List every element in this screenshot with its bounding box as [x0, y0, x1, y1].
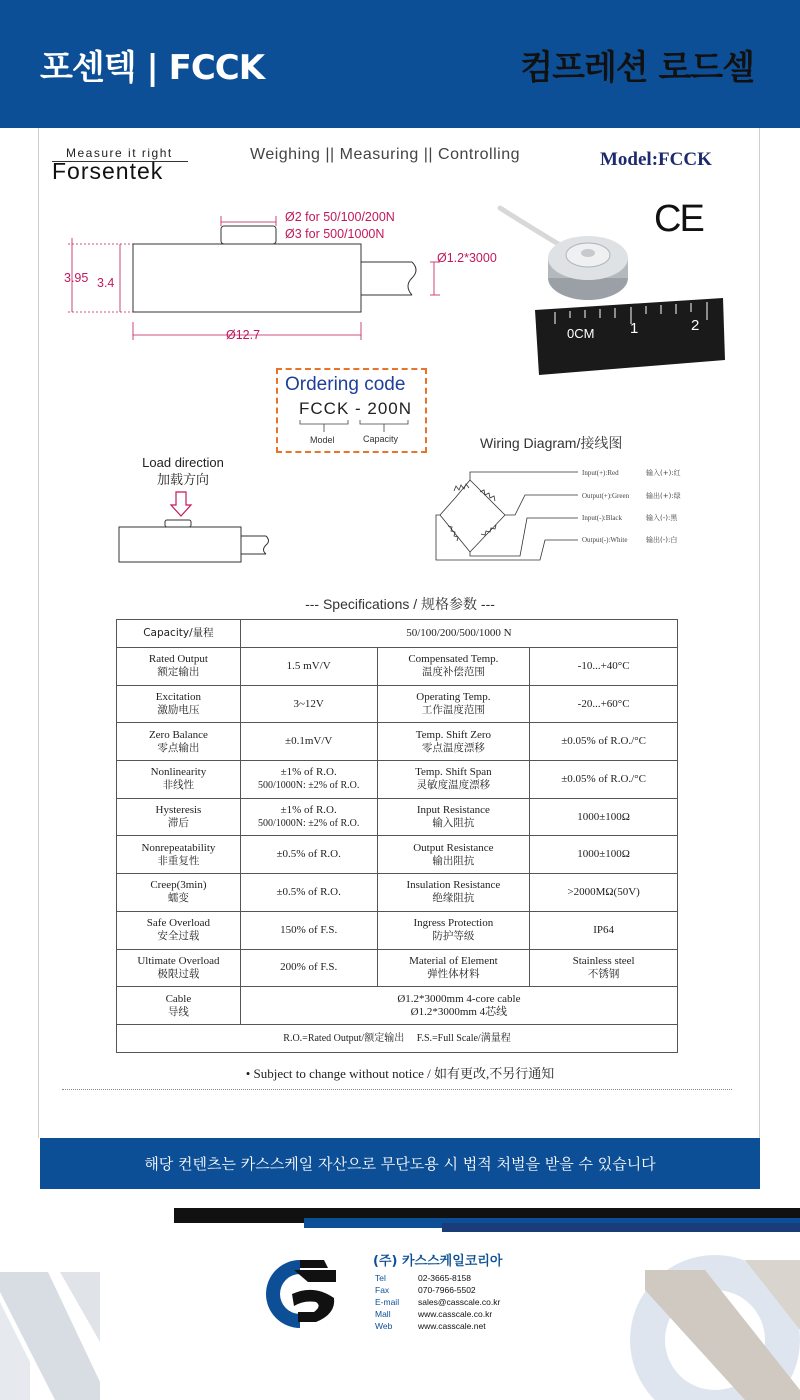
capacity-value: 50/100/200/500/1000 N	[240, 620, 677, 648]
spec-label-cell	[117, 761, 241, 799]
model-title: Model:FCCK	[600, 149, 712, 170]
cable-label-cell	[117, 987, 241, 1025]
spec-label-en: Nonlinearity	[150, 766, 207, 779]
wire-output-pos-en: Output(+):Green	[582, 492, 630, 500]
contact-email-value[interactable]: sales@casscale.co.kr	[418, 1297, 501, 1307]
spec-label-cell	[377, 911, 530, 949]
contact-web-label: Web	[375, 1321, 393, 1331]
wire-input-pos-cn: 输入(+):红	[646, 469, 681, 477]
cable-label-cn: 导线	[167, 1005, 189, 1018]
spec-label-cn: 工作温度范围	[421, 704, 485, 717]
spec-label-cn: 防护等级	[432, 930, 475, 943]
cable-value-cn: Ø1.2*3000mm 4芯线	[410, 1005, 508, 1018]
spec-value-cell	[240, 911, 377, 949]
spec-label-cell	[377, 761, 530, 799]
spec-value: ±0.5% of R.O.	[276, 848, 341, 861]
spec-label-cell	[117, 911, 241, 949]
ruler-2-label: 2	[691, 317, 700, 334]
spec-label-cell	[377, 836, 530, 874]
footer-stripe-blue-dark	[442, 1223, 800, 1232]
contact-mall-label: Mall	[375, 1309, 391, 1319]
contact-tel-label: Tel	[375, 1273, 386, 1283]
spec-value-cell	[530, 723, 678, 761]
spec-label-cell	[117, 836, 241, 874]
spec-value-cell	[240, 648, 377, 686]
table-row	[117, 1024, 678, 1052]
spec-value-note: 500/1000N: ±2% of R.O.	[258, 780, 360, 792]
wire-output-neg-cn: 输出(-):白	[646, 536, 678, 544]
contact-fax-label: Fax	[375, 1285, 390, 1295]
spec-label-cn: 额定输出	[157, 666, 200, 679]
wire-output-pos-cn: 输出(+):绿	[646, 492, 681, 500]
spec-value: ±0.1mV/V	[285, 735, 333, 748]
spec-value-cell	[530, 911, 678, 949]
ordering-model-label: Model	[310, 435, 335, 445]
dim-pin-alt-label: Ø3 for 500/1000N	[285, 227, 385, 241]
ordering-code-title: Ordering code	[285, 374, 406, 395]
spec-value: 3~12V	[293, 697, 324, 710]
table-row	[117, 620, 678, 648]
table-row	[117, 836, 678, 874]
spec-label-cn: 激励电压	[157, 704, 200, 717]
spec-label-cn: 非重复性	[157, 854, 200, 867]
table-row	[117, 761, 678, 799]
logo-tagline: Measure it right	[66, 146, 173, 160]
spec-label-en: Output Resistance	[413, 841, 494, 854]
right-watermark-decoration	[625, 1240, 800, 1400]
spec-label-cell	[117, 648, 241, 686]
spec-value-cell	[240, 874, 377, 912]
contact-fax-value: 070-7966-5502	[418, 1285, 476, 1295]
brand-title: 포센텍 | FCCK	[40, 48, 265, 88]
spec-value: ±0.5% of R.O.	[276, 885, 341, 898]
spec-label-en: Rated Output	[148, 653, 208, 666]
contact-mall-value[interactable]: www.casscale.co.kr	[418, 1309, 493, 1319]
cas-logo-icon	[264, 1258, 344, 1332]
spec-label-cell	[117, 949, 241, 987]
copyright-text: 해당 컨텐츠는 카스스케일 자산으로 무단도용 시 법적 처벌을 받을 수 있습니다	[144, 1155, 656, 1173]
spec-label-cn: 温度补偿范围	[421, 666, 485, 679]
capacity-label-cell	[117, 620, 241, 648]
spec-value-cell	[240, 723, 377, 761]
spec-label-cell	[117, 723, 241, 761]
spec-footnote: R.O.=Rated Output/额定输出 F.S.=Full Scale/满量程	[117, 1024, 678, 1052]
change-notice: • Subject to change without notice / 如有更改,不另行通知	[245, 1066, 555, 1081]
wire-input-pos-en: Input(+):Red	[582, 469, 619, 477]
spec-value-cell	[530, 949, 678, 987]
spec-label-cn: 安全过载	[157, 930, 200, 943]
dim-height-body-label: 3.4	[97, 276, 115, 290]
ruler-zero-label: 0CM	[567, 326, 595, 341]
wiring-diagram	[0, 0, 580, 580]
table-row	[117, 911, 678, 949]
spec-label-cell	[377, 723, 530, 761]
forsentek-logo: Forsentek	[52, 158, 164, 184]
spec-value-cell	[240, 685, 377, 723]
spec-value-cell	[530, 685, 678, 723]
cable-label-en: Cable	[165, 992, 192, 1005]
cable-value-en: Ø1.2*3000mm 4-core cable	[397, 992, 521, 1005]
spec-label-en: Insulation Resistance	[406, 879, 501, 892]
spec-label-en: Excitation	[155, 691, 202, 704]
spec-value: 1000±100Ω	[577, 810, 630, 823]
spec-label-en: Zero Balance	[148, 728, 208, 741]
table-row	[117, 987, 678, 1025]
company-name: (주) 카스스케일코리아	[373, 1254, 503, 1269]
spec-value: 150% of F.S.	[280, 923, 338, 936]
spec-table	[116, 619, 678, 1053]
cable-value-cell	[240, 987, 677, 1025]
spec-value-cell	[530, 874, 678, 912]
dim-pin-label: Ø2 for 50/100/200N	[285, 210, 395, 224]
load-direction-en: Load direction	[142, 455, 224, 470]
left-watermark-decoration	[0, 1262, 110, 1400]
spec-value: 1000±100Ω	[577, 848, 630, 861]
contact-web-value[interactable]: www.casscale.net	[418, 1321, 486, 1331]
ce-mark-icon: CE	[654, 198, 703, 240]
dotted-divider	[62, 1089, 732, 1090]
dim-height-total-label: 3.95	[64, 271, 89, 285]
spec-label-en: Creep(3min)	[150, 879, 207, 892]
spec-label-en: Safe Overload	[146, 917, 211, 930]
ruler-1-label: 1	[630, 320, 639, 337]
dim-cable-label: Ø1.2*3000	[437, 251, 497, 265]
spec-value-cell	[530, 648, 678, 686]
spec-label-cn: 非线性	[162, 779, 195, 792]
spec-value: 200% of F.S.	[280, 961, 338, 974]
wiring-title: Wiring Diagram/接线图	[480, 435, 623, 451]
spec-value-cell	[530, 836, 678, 874]
ordering-code-value: FCCK - 200N	[299, 399, 413, 418]
spec-label-cn: 输入阻抗	[432, 817, 475, 830]
spec-label-cn: 弹性体材料	[427, 967, 480, 980]
spec-label-en: Input Resistance	[416, 804, 490, 817]
spec-value-cell	[530, 761, 678, 799]
spec-label-cell	[377, 685, 530, 723]
specifications-title: --- Specifications / 规格参数 ---	[305, 596, 495, 612]
spec-label-cell	[377, 648, 530, 686]
spec-value: Stainless steel	[572, 954, 635, 967]
load-direction-cn: 加载方向	[156, 472, 209, 487]
spec-value: ±1% of R.O.	[280, 766, 337, 779]
spec-label-cn: 零点输出	[157, 741, 200, 754]
wire-output-neg-en: Output(-):White	[582, 536, 628, 544]
spec-label-cn: 灵敏度温度漂移	[416, 779, 491, 792]
spec-label-en: Temp. Shift Zero	[415, 728, 492, 741]
table-row	[117, 949, 678, 987]
spec-label-cn: 输出阻抗	[432, 854, 475, 867]
spec-label-en: Compensated Temp.	[408, 653, 499, 666]
spec-value-cell	[240, 949, 377, 987]
spec-value-cell	[530, 798, 678, 836]
wire-input-neg-cn: 输入(-):黑	[646, 514, 678, 522]
spec-label-en: Nonrepeatability	[141, 841, 216, 854]
spec-label-en: Ultimate Overload	[137, 954, 220, 967]
spec-label-cell	[377, 949, 530, 987]
spec-label-cell	[377, 798, 530, 836]
spec-label-cn: 绝缘阻抗	[432, 892, 475, 905]
spec-label-cell	[377, 874, 530, 912]
spec-value: -20...+60°C	[577, 697, 630, 710]
table-row	[117, 874, 678, 912]
spec-label-cell	[117, 685, 241, 723]
spec-value: ±1% of R.O.	[280, 804, 337, 817]
spec-value-note: 500/1000N: ±2% of R.O.	[258, 818, 360, 830]
spec-value: IP64	[593, 923, 614, 936]
spec-label-cell	[117, 874, 241, 912]
spec-label-en: Ingress Protection	[413, 917, 494, 930]
spec-label-cn: 滞后	[167, 817, 189, 830]
ordering-capacity-label: Capacity	[363, 434, 399, 444]
spec-label-en: Temp. Shift Span	[415, 766, 492, 779]
spec-value: -10...+40°C	[577, 659, 630, 672]
contact-tel-value: 02-3665-8158	[418, 1273, 471, 1283]
dim-diameter-label: Ø12.7	[226, 328, 261, 342]
spec-value: ±0.05% of R.O./°C	[561, 772, 646, 785]
wire-input-neg-en: Input(-):Black	[582, 514, 623, 522]
spec-label-cell	[117, 798, 241, 836]
table-row	[117, 723, 678, 761]
capacity-label: Capacity/量程	[143, 627, 214, 639]
spec-label-cn: 零点温度漂移	[421, 741, 485, 754]
contact-email-label: E-mail	[375, 1297, 400, 1307]
spec-value-cell	[240, 798, 377, 836]
spec-value: 1.5 mV/V	[286, 659, 331, 672]
spec-value: >2000MΩ(50V)	[567, 885, 640, 898]
table-row	[117, 798, 678, 836]
spec-value-cell	[240, 836, 377, 874]
product-category: 컴프레션 로드셀	[520, 48, 754, 88]
spec-value-cn: 不锈钢	[587, 967, 620, 980]
spec-value: ±0.05% of R.O./°C	[561, 735, 646, 748]
table-row	[117, 648, 678, 686]
spec-label-cn: 蠕变	[167, 892, 189, 905]
header-tagline: Weighing || Measuring || Controlling	[250, 146, 521, 163]
spec-label-en: Hysteresis	[155, 804, 202, 817]
table-row	[117, 685, 678, 723]
spec-label-en: Operating Temp.	[416, 691, 491, 704]
spec-label-cn: 极限过载	[157, 967, 200, 980]
spec-label-en: Material of Element	[409, 954, 498, 967]
spec-value-cell	[240, 761, 377, 799]
